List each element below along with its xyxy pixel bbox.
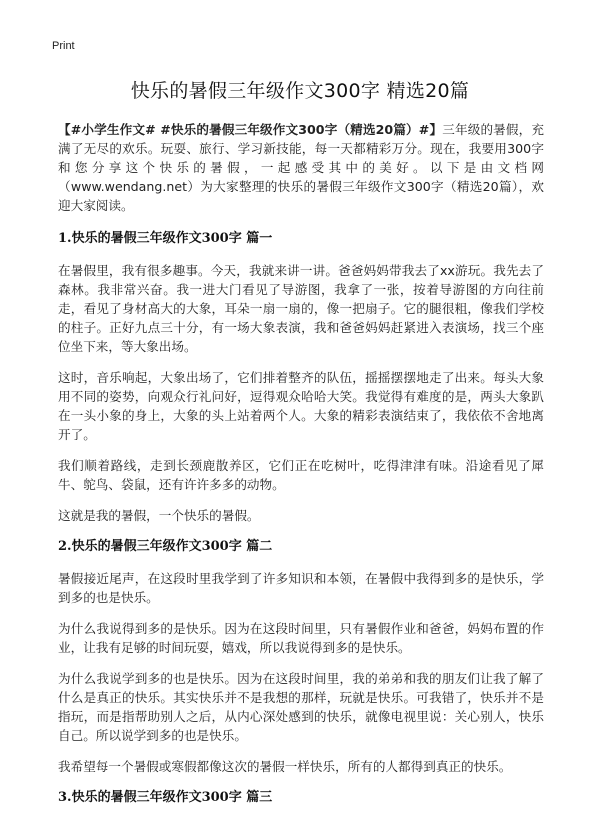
- intro-paragraph: [58, 120, 544, 215]
- section-1: [58, 229, 544, 525]
- document-title: 快乐的暑假三年级作文300字 精选20篇: [130, 80, 470, 102]
- section-paragraph: 我希望每一个暑假或寒假都像这次的暑假一样快乐，所有的人都得到真正的快乐。: [58, 759, 512, 774]
- section-paragraph: 在暑假里，我有很多趣事。今天，我就来讲一讲。爸爸妈妈带我去了xx游玩。我先去了森林。我非常兴奋。我一进大门看见了导游图，我拿了一张，按着导游图的方向往前走，看见了身材高大的大象，耳朵一扇一扇的，像一把扇子。它的腿很粗，像我们学校的柱子。正好九点三十分，有一场大象表演，我和爸爸妈妈赶紧进入表演场，找三个座位坐下来，等大象出场。: [58, 263, 544, 354]
- section-heading: 1.快乐的暑假三年级作文300字 篇一: [58, 231, 273, 246]
- section-paragraph: 为什么我说得到多的是快乐。因为在这段时间里，只有暑假作业和爸爸，妈妈布置的作业，让我有足够的时间玩耍，嬉戏，所以我说得到多的是快乐。: [58, 621, 544, 655]
- document-body: [58, 120, 544, 820]
- print-label[interactable]: Print: [52, 40, 75, 52]
- section-paragraph: 为什么我说学到多的也是快乐。因为在这段时间里，我的弟弟和我的朋友们让我了解了什么是真正的快乐。其实快乐并不是我想的那样，玩就是快乐。可我错了，快乐并不是指玩，而是指帮助别人之后，从内心深处感到的快乐，就像电视里说：关心别人，快乐自己。所以说学到多的也是快乐。: [58, 671, 544, 743]
- intro-text: 三年级的暑假，充满了无尽的欢乐。玩耍、旅行、学习新技能，每一天都精彩万分。现在，我要用300字和您分享这个快乐的暑假，一起感受其中的美好。以下是由文档网（www.wendang.net）为大家整理的快乐的暑假三年级作文300字（精选20篇），欢迎大家阅读。: [58, 122, 544, 213]
- section-heading: 2.快乐的暑假三年级作文300字 篇二: [58, 539, 273, 554]
- section-paragraph: 这时，音乐响起，大象出场了，它们排着整齐的队伍，摇摇摆摆地走了出来。每头大象用不同的姿势，向观众行礼问好，逗得观众哈哈大笑。我觉得有难度的是，两头大象趴在一头小象的身上，大象的头上站着两个人。大象的精彩表演结束了，我依依不舍地离开了。: [58, 370, 544, 442]
- section-heading: 3.快乐的暑假三年级作文300字 篇三: [58, 790, 273, 805]
- section-paragraph: 我们顺着路线，走到长颈鹿散养区，它们正在吃树叶，吃得津津有味。沿途看见了犀牛、鸵鸟、袋鼠，还有许许多多的动物。: [58, 458, 544, 492]
- section-3: [58, 788, 544, 808]
- section-paragraph: 这就是我的暑假，一个快乐的暑假。: [58, 508, 260, 523]
- section-2: [58, 537, 544, 776]
- section-paragraph: 暑假接近尾声，在这段时里我学到了许多知识和本领，在暑假中我得到多的是快乐，学到多的也是快乐。: [58, 571, 544, 605]
- intro-tag: 【#小学生作文# #快乐的暑假三年级作文300字（精选20篇）#】: [58, 122, 443, 137]
